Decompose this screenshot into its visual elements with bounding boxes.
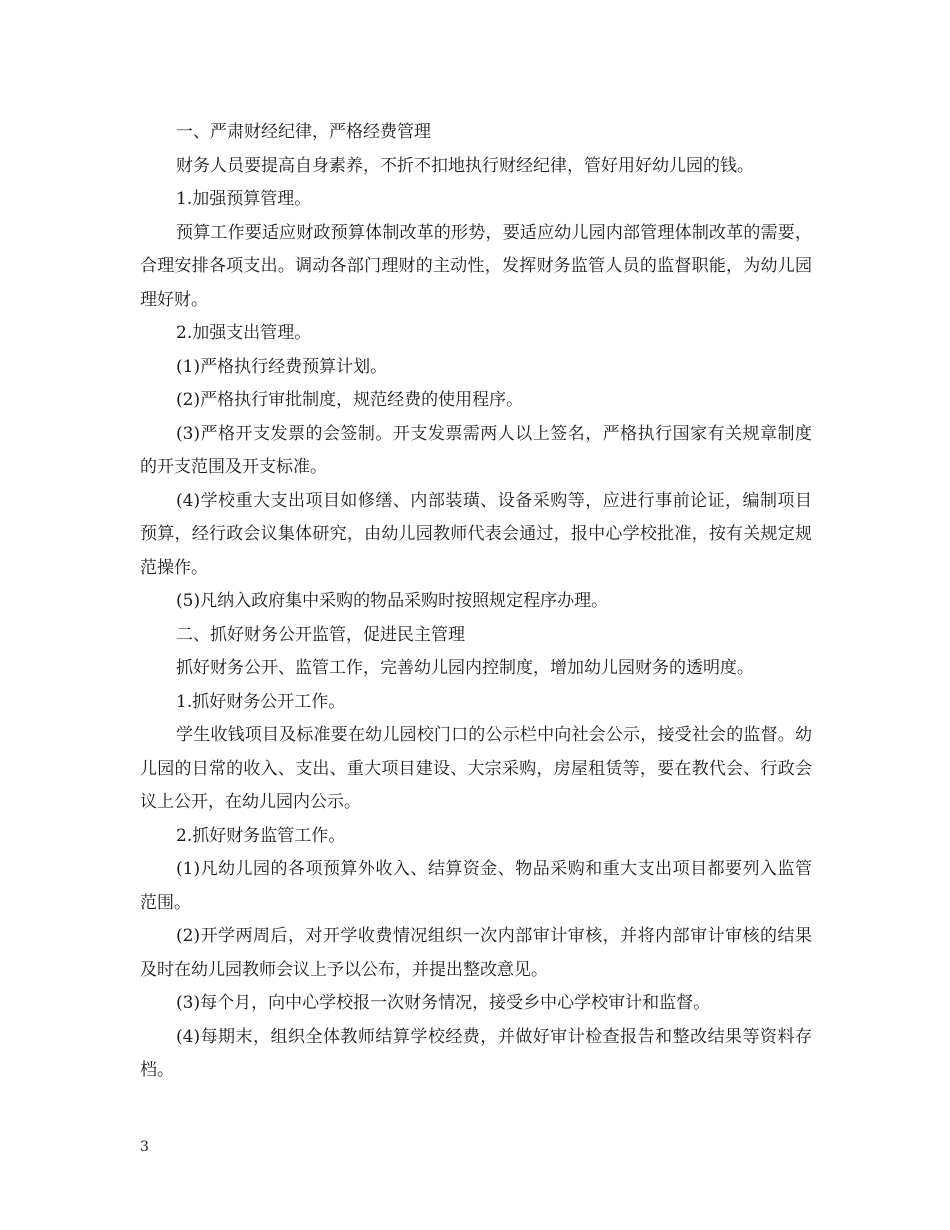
list-item: (1)严格执行经费预算计划。 xyxy=(176,356,388,377)
document-body xyxy=(140,116,812,1088)
subheading-budget: 1.加强预算管理。 xyxy=(176,189,312,209)
list-item: (3)严格开支发票的会签制。开支发票需两人以上签名，严格执行国家有关规章制度的开支范围及开支标准。 xyxy=(140,423,812,477)
paragraph: 学生收钱项目及标准要在幼儿园校门口的公示栏中向社会公示，接受社会的监督。幼儿园的日常的收入、支出、重大项目建设、大宗采购，房屋租赁等，要在教代会、行政会议上公开，在幼儿园内公示。 xyxy=(140,725,812,812)
subheading-supervision: 2.抓好财务监管工作。 xyxy=(176,825,346,846)
list-item: (2)开学两周后，对开学收费情况组织一次内部审计审核，并将内部审计审核的结果及时在幼儿园教师会议上予以公布，并提出整改意见。 xyxy=(140,926,812,980)
list-item: (4)学校重大支出项目如修缮、内部装璜、设备采购等，应进行事前论证，编制项目预算，经行政会议集体研究，由幼儿园教师代表会通过，报中心学校批准，按有关规定规范操作。 xyxy=(140,490,812,578)
paragraph: 财务人员要提高自身素养，不折不扣地执行财经纪律，管好用好幼儿园的钱。 xyxy=(176,155,754,176)
paragraph: 预算工作要适应财政预算体制改革的形势，要适应幼儿园内部管理体制改革的需要，合理安排各项支出。调动各部门理财的主动性，发挥财务监管人员的监督职能，为幼儿园理好财。 xyxy=(140,222,812,310)
paragraph: 抓好财务公开、监管工作，完善幼儿园内控制度，增加幼儿园财务的透明度。 xyxy=(176,658,754,678)
page-number: 3 xyxy=(140,1139,149,1155)
list-item: (1)凡幼儿园的各项预算外收入、结算资金、物品采购和重大支出项目都要列入监管范围。 xyxy=(140,859,812,913)
list-item: (5)凡纳入政府集中采购的物品采购时按照规定程序办理。 xyxy=(176,591,609,611)
list-item: (3)每个月，向中心学校报一次财务情况，接受乡中心学校审计和监督。 xyxy=(176,993,711,1013)
list-item: (4)每期末，组织全体教师结算学校经费，并做好审计检查报告和整改结果等资料存档。 xyxy=(140,1026,812,1080)
heading-section-1: 一、严肃财经纪律，严格经费管理 xyxy=(176,122,431,142)
subheading-disclosure: 1.抓好财务公开工作。 xyxy=(176,691,346,712)
heading-section-2: 二、抓好财务公开监管，促进民主管理 xyxy=(176,624,465,645)
subheading-expenditure: 2.加强支出管理。 xyxy=(176,323,312,343)
list-item: (2)严格执行审批制度，规范经费的使用程序。 xyxy=(176,390,524,410)
